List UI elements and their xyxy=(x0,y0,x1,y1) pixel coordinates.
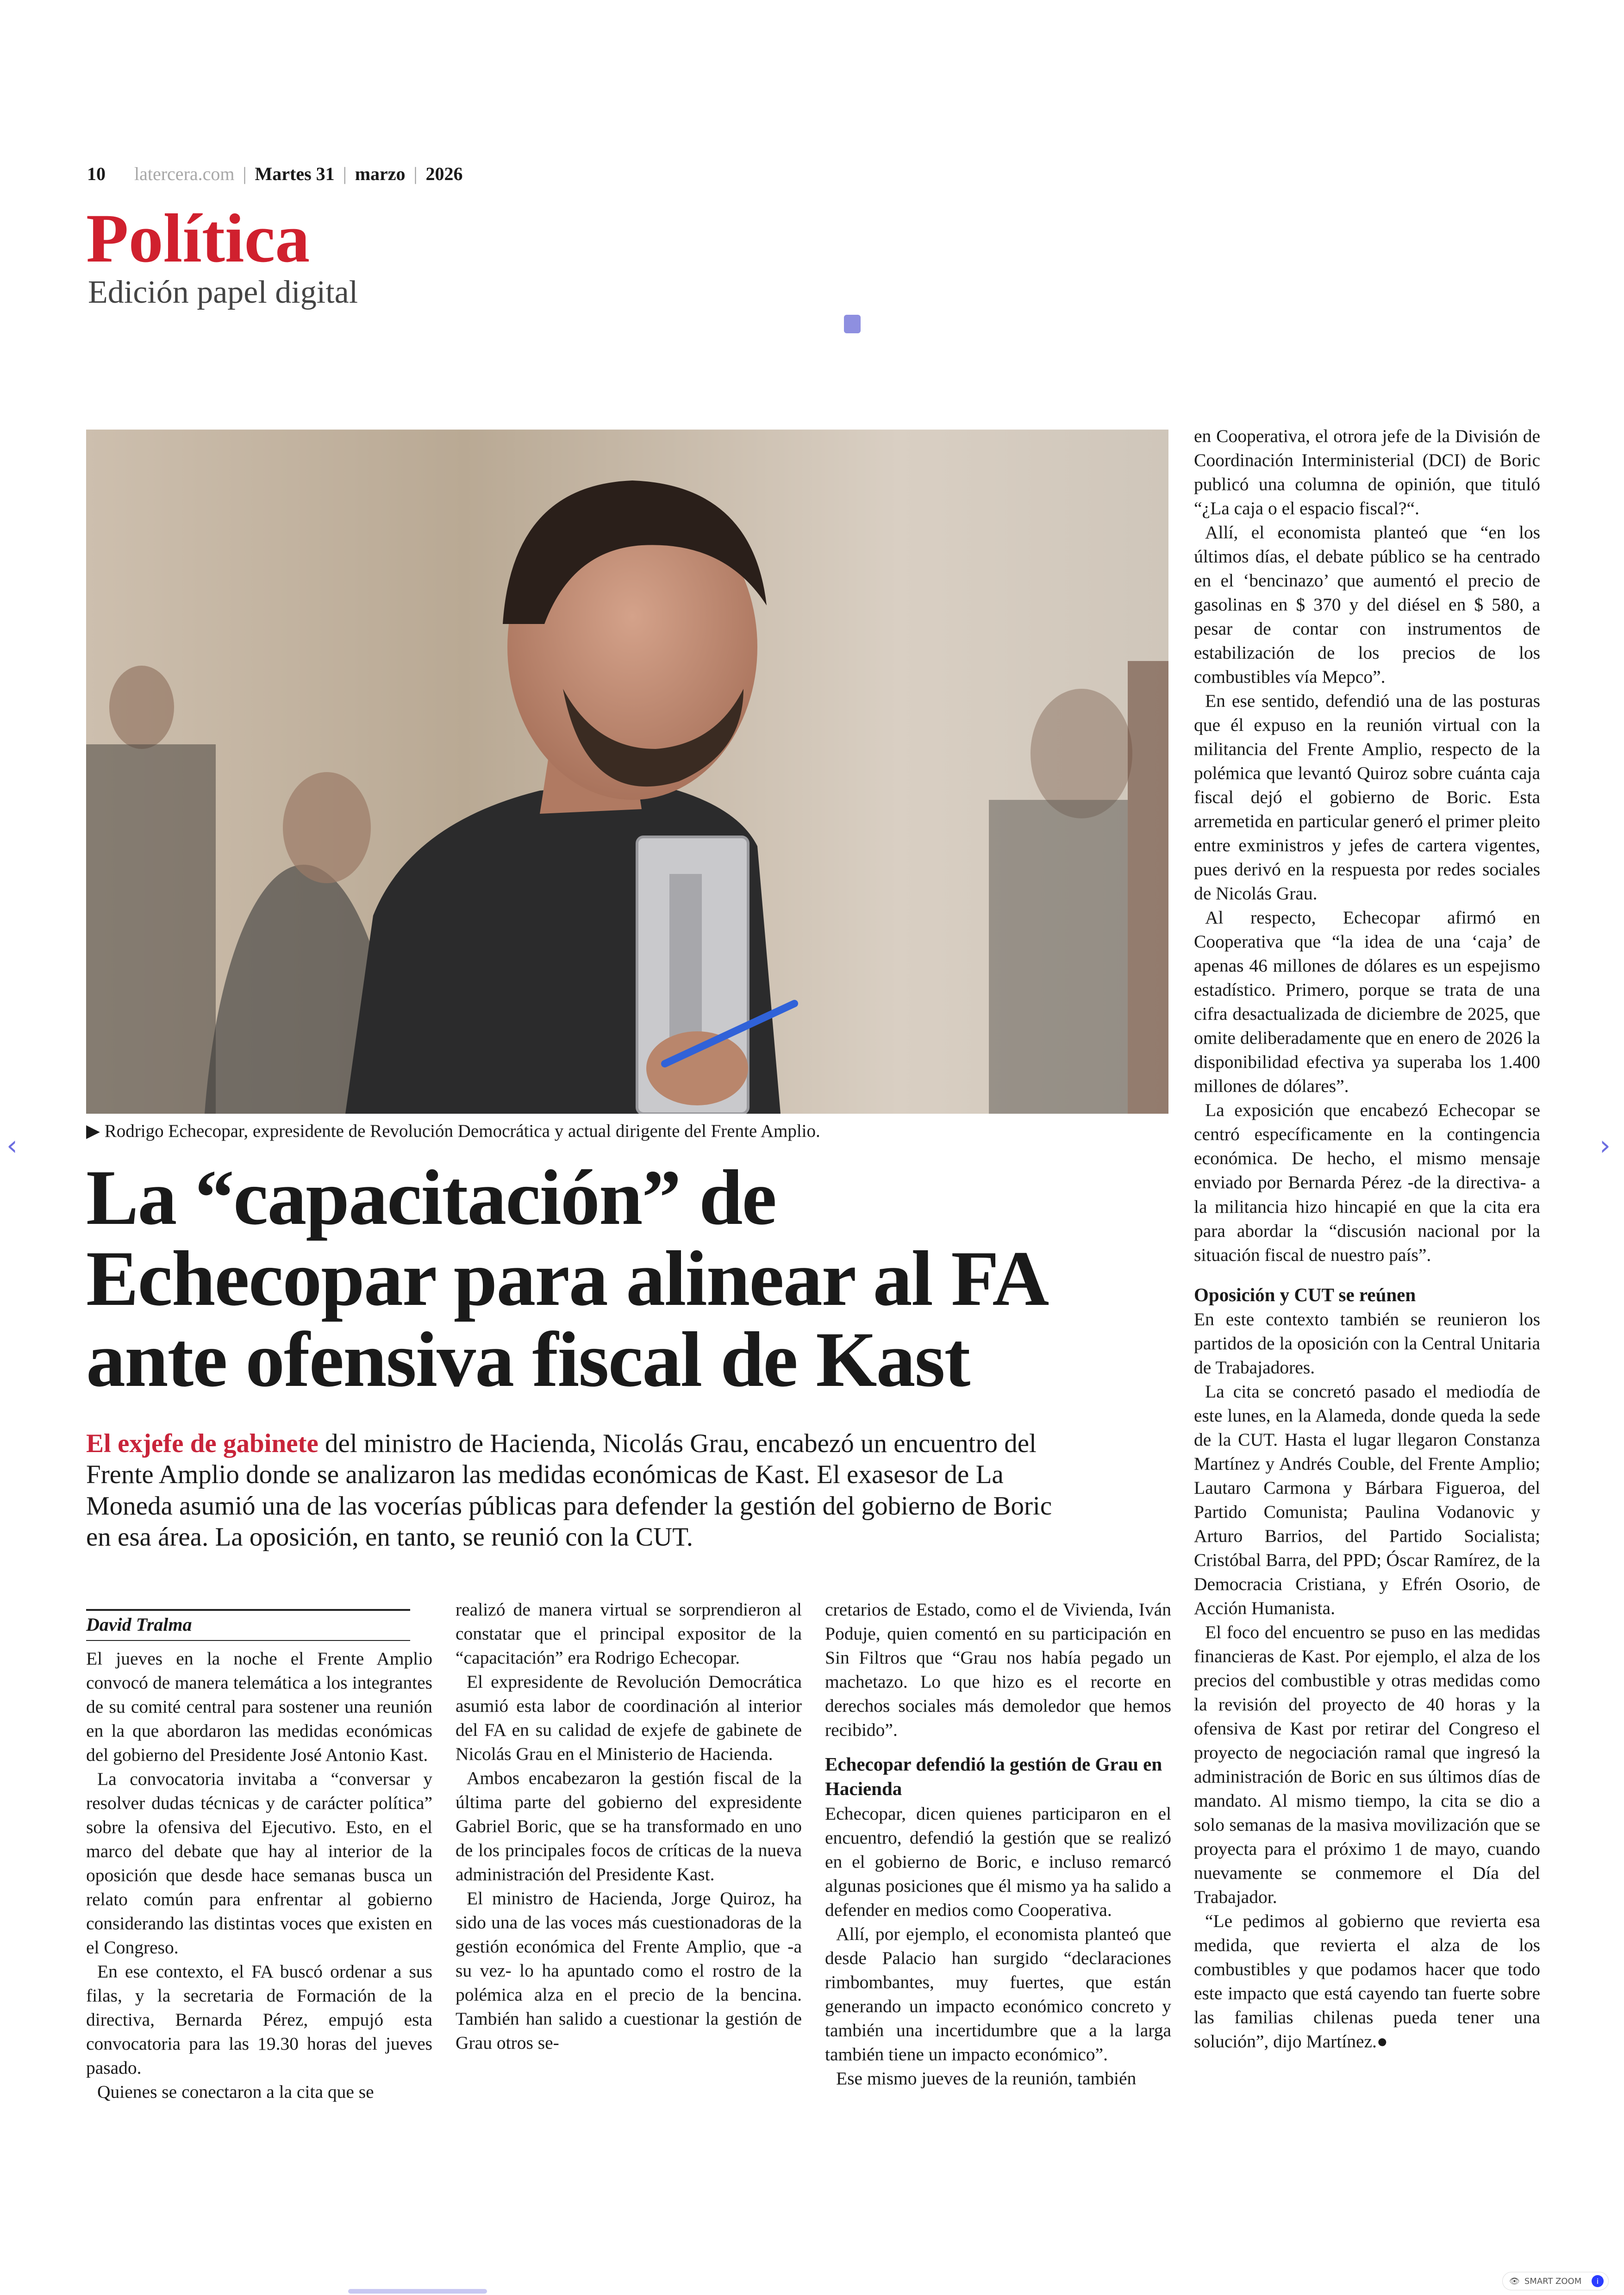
article-headline xyxy=(86,1154,1151,1403)
headline-line: Echecopar para alinear al FA xyxy=(86,1235,1049,1322)
eye-icon: 👁 xyxy=(1509,2276,1520,2286)
paragraph: Ese mismo jueves de la reunión, también xyxy=(836,2068,1137,2089)
paragraph: cretarios de Estado, como el de Vivienda, Iván Poduje, quien comentó en su participación en Sin Filtros que “Grau nos había pegado un machetazo. Lo que hizo es el recorte en derechos sociales más demoledor que hemos recibido”. xyxy=(825,1599,1171,1740)
paragraph-text: “Le pedimos al gobierno que revierta esa medida, que revierta el alza de los combustibles y que podamos hacer que todo este impacto que está cayendo tan fuerte sobre las familias chilenas pueda tener una solución”, dijo Martínez. xyxy=(1194,1911,1540,2052)
page-header: 10 latercera.com | Martes 31 | marzo | 2026 xyxy=(87,163,463,184)
smart-zoom-button[interactable] xyxy=(1502,2272,1609,2290)
headline-line: ante ofensiva fiscal de Kast xyxy=(86,1316,970,1403)
caption-text: Rodrigo Echecopar, expresidente de Revolución Democrática y actual dirigente del Frente Amplio. xyxy=(104,1121,820,1141)
paragraph: En ese sentido, defendió una de las posturas que él expuso en la reunión virtual con la militancia del Frente Amplio, respecto de la polémica que levantó Quiroz sobre cuánta caja fiscal dejó el gobierno de Boric. Esta arremetida en particular generó el primer pleito entre exministros y jefes de cartera vigentes, pues derivó en la respuesta por redes sociales de Nicolás Grau. xyxy=(1194,691,1540,904)
smart-zoom-label: SMART ZOOM xyxy=(1524,2276,1582,2286)
paragraph: El ministro de Hacienda, Jorge Quiroz, ha sido una de las voces más cuestionadoras de la gestión económica del Frente Amplio, que -a su vez- lo ha apuntado como el rostro de la polémica alza en el precio de la bencina. También han salido a cuestionar la gestión de Grau otros se- xyxy=(456,1888,802,2053)
paragraph: La convocatoria invitaba a “conversar y resolver dudas técnicas y de carácter política” sobre la ofensiva del Ejecutivo. Esto, en el marco del debate que hay al interior de la oposición que desde hace semanas busca un relato común para enfrentar al gobierno considerando las distintas voces que existen en el Congreso. xyxy=(86,1769,432,1958)
note-marker-icon[interactable] xyxy=(844,315,861,333)
photo-caption xyxy=(86,1121,820,1141)
body-column-4 xyxy=(1194,424,1540,2053)
byline: David Tralma xyxy=(86,1609,410,1641)
info-icon: i xyxy=(1592,2275,1604,2287)
paragraph: Allí, por ejemplo, el economista planteó que desde Palacio han surgido “declaraciones rimbombantes, muy fuertes, que están generando un impacto económico concreto y también una incertidumbre que a la larga también tiene un impacto económico”. xyxy=(825,1923,1171,2064)
headline-line: La “capacitación” de xyxy=(86,1154,776,1241)
site-name: latercera.com xyxy=(134,163,235,184)
paragraph: Quienes se conectaron a la cita que se xyxy=(97,2082,374,2102)
paragraph: En ese contexto, el FA buscó ordenar a sus filas, y la secretaria de Formación de la directiva, Bernarda Pérez, empujó esta convocatoria para las 19.30 horas del jueves pasado. xyxy=(86,1961,432,2078)
paragraph: realizó de manera virtual se sorprendieron al constatar que el principal expositor de la “capacitación” era Rodrigo Echecopar. xyxy=(456,1599,802,1668)
paragraph: en Cooperativa, el otrora jefe de la División de Coordinación Interministerial (DCI) de Boric publicó una columna de opinión, que tituló “¿La caja o el espacio fiscal?“. xyxy=(1194,426,1540,519)
lead-text: del ministro de Hacienda, Nicolás Grau, encabezó un encuentro del Frente Amplio donde se analizaron las medidas económicas de Kast. El exasesor de La Moneda asumió una de las vocerías públicas para defender la gestión del gobierno de Boric en esa área. La oposición, en tanto, se reunió con la CUT. xyxy=(86,1429,1052,1552)
paragraph: La exposición que encabezó Echecopar se centró específicamente en la contingencia económica. De hecho, el mismo mensaje enviado por Bernarda Pérez -de la directiva- a la militancia hizo hincapié en que la cita era para abordar la “discusión nacional por la situación fiscal de nuestro país”. xyxy=(1194,1100,1540,1265)
paragraph: El expresidente de Revolución Democrática asumió esta labor de coordinación al interior del FA en su calidad de exjefe de gabinete de Nicolás Grau en el Ministerio de Hacienda. xyxy=(456,1671,802,1765)
date-day: Martes 31 xyxy=(255,163,335,184)
paragraph: En este contexto también se reunieron los partidos de la oposición con la Central Unitaria de Trabajadores. xyxy=(1194,1309,1540,1378)
subheading: Echecopar defendió la gestión de Grau en Hacienda xyxy=(825,1753,1162,1800)
body-column-2 xyxy=(456,1597,802,2055)
prev-page-icon[interactable]: ‹ xyxy=(6,1129,18,1162)
article-photo xyxy=(86,430,1168,1114)
scroll-progress-bar[interactable] xyxy=(348,2289,487,2294)
date-year: 2026 xyxy=(425,163,463,184)
lead-highlight: El exjefe de gabinete xyxy=(86,1429,319,1458)
paragraph: Echecopar, dicen quienes participaron en el encuentro, defendió la gestión que se realizó en el gobierno de Boric, e incluso remarcó algunas posiciones que él mismo ya ha salido a defender en medios como Cooperativa. xyxy=(825,1803,1171,1920)
paragraph: El jueves en la noche el Frente Amplio convocó de manera telemática a los integrantes de su comité central para sostener una reunión en la que abordaron las medidas económicas del gobierno del Presidente José Antonio Kast. xyxy=(86,1648,432,1765)
paragraph xyxy=(1194,1909,1540,2053)
paragraph: Ambos encabezaron la gestión fiscal de la última parte del gobierno del expresidente Gabriel Boric, que se ha transformado en uno de los principales focos de críticas de la nueva administración del Presidente Kast. xyxy=(456,1768,802,1885)
date-month: marzo xyxy=(355,163,406,184)
body-column-1 xyxy=(86,1646,432,2104)
section-title: Política xyxy=(86,200,310,277)
paragraph: Al respecto, Echecopar afirmó en Cooperativa que “la idea de una ‘caja’ de apenas 46 millones de dólares es un espejismo estadístico. Primero, porque se trata de una cifra desactualizada de diciembre de 2025, que omite deliberadamente que en enero de 2026 la disponibilidad efectiva ya superaba los 1.400 millones de dólares”. xyxy=(1194,907,1540,1097)
body-column-3 xyxy=(825,1597,1171,2090)
end-mark-icon: ● xyxy=(1376,2031,1388,2052)
paragraph: El foco del encuentro se puso en las medidas financieras de Kast. Por ejemplo, el alza de los precios del combustible y otras medidas como la revisión del proyecto de 40 horas y la ofensiva de Kast por retirar del Congreso el proyecto de negociación ramal que ingresó la administración de Boric en sus últimos días de mandato. Al mismo tiempo, la cita se dio a solo semanas de la masiva movilización que se proyecta para el próximo 1 de mayo, cuando nuevamente se conmemore el Día del Trabajador. xyxy=(1194,1622,1540,1908)
article-lead xyxy=(86,1428,1081,1553)
section-subtitle: Edición papel digital xyxy=(88,274,358,310)
caption-marker-icon: ▶ xyxy=(86,1121,100,1141)
paragraph: La cita se concretó pasado el mediodía de este lunes, en la Alameda, donde queda la sede de la CUT. Hasta el lugar llegaron Constanza Martínez y Andrés Couble, del Frente Amplio; Lautaro Carmona y Bárbara Figueroa, del Partido Comunista; Paulina Vodanovic y Arturo Barrios, del Partido Socialista; Cristóbal Barra, del PPD; Óscar Ramírez, de la Democracia Cristiana, y Efrén Osorio, de Acción Humanista. xyxy=(1194,1381,1540,1619)
subheading: Oposición y CUT se reúnen xyxy=(1194,1284,1416,1305)
paragraph: Allí, el economista planteó que “en los últimos días, el debate público se ha centrado en el ‘bencinazo’ que aumentó el precio de gasolinas en $ 370 y del diésel en $ 580, a pesar de contar con instrumentos de estabilización de los precios de los combustibles vía Mepco”. xyxy=(1194,522,1540,687)
next-page-icon[interactable]: › xyxy=(1599,1129,1611,1162)
page-number: 10 xyxy=(87,163,106,184)
